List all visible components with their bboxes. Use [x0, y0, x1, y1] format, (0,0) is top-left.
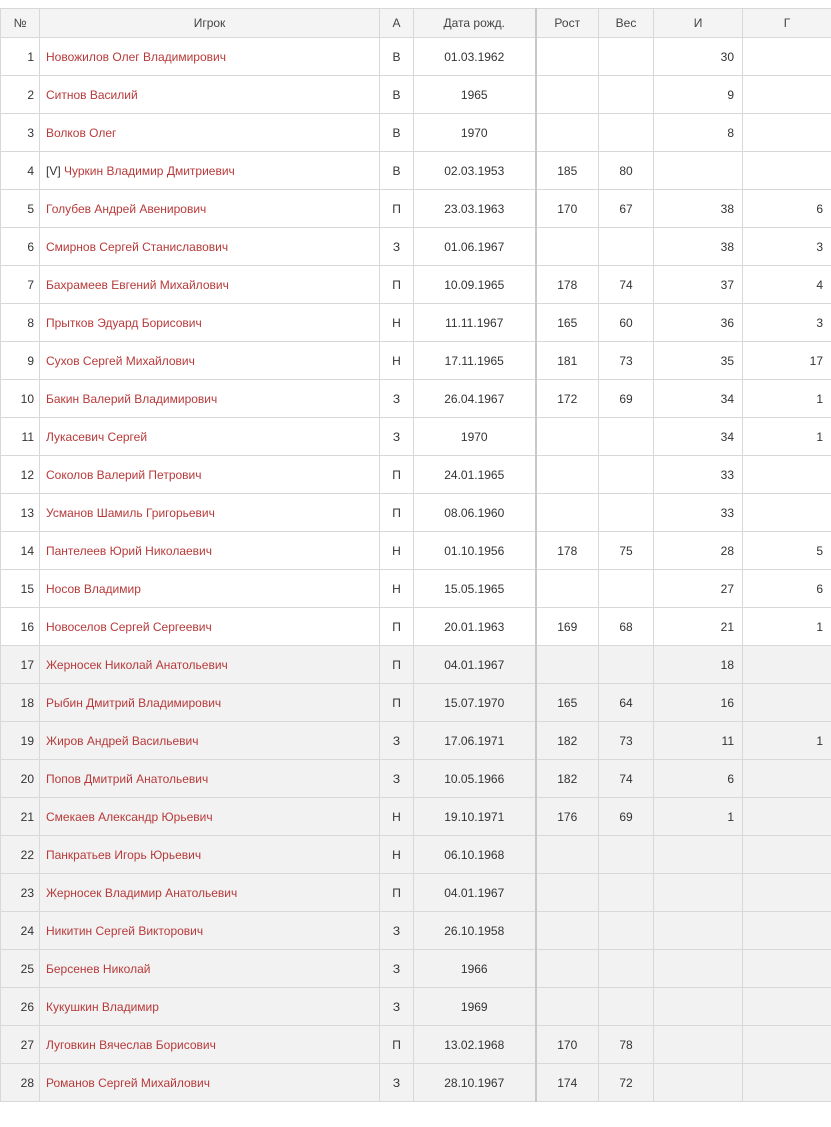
position-cell: В — [380, 38, 414, 76]
table-row — [1, 570, 831, 608]
row-number: 6 — [1, 228, 40, 266]
player-name-link[interactable]: Никитин Сергей Викторович — [46, 924, 203, 938]
height-cell: 176 — [536, 798, 599, 836]
weight-cell — [599, 114, 654, 152]
games-cell: 36 — [654, 304, 743, 342]
birthdate-cell: 15.05.1965 — [414, 570, 536, 608]
weight-cell — [599, 76, 654, 114]
height-cell — [536, 114, 599, 152]
height-cell: 182 — [536, 760, 599, 798]
games-cell: 33 — [654, 494, 743, 532]
col-header-weight[interactable]: Вес — [599, 9, 654, 38]
player-name-link[interactable]: Усманов Шамиль Григорьевич — [46, 506, 215, 520]
birthdate-cell: 04.01.1967 — [414, 874, 536, 912]
row-number: 5 — [1, 190, 40, 228]
player-cell — [40, 912, 380, 950]
table-row — [1, 304, 831, 342]
player-name-link[interactable]: Бакин Валерий Владимирович — [46, 392, 217, 406]
goals-cell: 6 — [743, 570, 831, 608]
games-cell: 8 — [654, 114, 743, 152]
height-cell — [536, 38, 599, 76]
row-number: 9 — [1, 342, 40, 380]
player-cell — [40, 456, 380, 494]
table-row — [1, 266, 831, 304]
table-row — [1, 760, 831, 798]
position-cell: Н — [380, 836, 414, 874]
goals-cell: 6 — [743, 190, 831, 228]
player-cell — [40, 152, 380, 190]
row-number: 15 — [1, 570, 40, 608]
player-cell — [40, 570, 380, 608]
goals-cell — [743, 646, 831, 684]
table-row — [1, 494, 831, 532]
weight-cell: 74 — [599, 760, 654, 798]
player-cell — [40, 836, 380, 874]
height-cell — [536, 874, 599, 912]
position-cell: П — [380, 608, 414, 646]
row-number: 25 — [1, 950, 40, 988]
height-cell: 170 — [536, 1026, 599, 1064]
weight-cell — [599, 836, 654, 874]
player-name-link[interactable]: Сухов Сергей Михайлович — [46, 354, 195, 368]
height-cell — [536, 228, 599, 266]
birthdate-cell: 08.06.1960 — [414, 494, 536, 532]
table-row — [1, 684, 831, 722]
player-cell — [40, 646, 380, 684]
position-cell: В — [380, 114, 414, 152]
goals-cell: 3 — [743, 304, 831, 342]
player-name-link[interactable]: Соколов Валерий Петрович — [46, 468, 202, 482]
height-cell: 178 — [536, 532, 599, 570]
birthdate-cell: 1969 — [414, 988, 536, 1026]
player-name-link[interactable]: Пантелеев Юрий Николаевич — [46, 544, 212, 558]
position-cell: З — [380, 950, 414, 988]
weight-cell — [599, 456, 654, 494]
position-cell: В — [380, 76, 414, 114]
player-cell — [40, 874, 380, 912]
table-row — [1, 836, 831, 874]
col-header-goals[interactable]: Г — [743, 9, 831, 38]
position-cell: В — [380, 152, 414, 190]
games-cell: 16 — [654, 684, 743, 722]
games-cell: 33 — [654, 456, 743, 494]
row-number: 19 — [1, 722, 40, 760]
row-number: 10 — [1, 380, 40, 418]
col-header-position[interactable]: А — [380, 9, 414, 38]
row-number: 23 — [1, 874, 40, 912]
player-name-link[interactable]: Кукушкин Владимир — [46, 1000, 159, 1014]
player-name-link[interactable]: Смирнов Сергей Станиславович — [46, 240, 228, 254]
col-header-games[interactable]: И — [654, 9, 743, 38]
player-cell — [40, 1064, 380, 1102]
height-cell: 170 — [536, 190, 599, 228]
weight-cell — [599, 950, 654, 988]
position-cell: З — [380, 228, 414, 266]
games-cell: 6 — [654, 760, 743, 798]
player-name-link[interactable]: Прытков Эдуард Борисович — [46, 316, 202, 330]
birthdate-cell: 24.01.1965 — [414, 456, 536, 494]
player-name-link[interactable]: Панкратьев Игорь Юрьевич — [46, 848, 201, 862]
row-number: 2 — [1, 76, 40, 114]
position-cell: З — [380, 760, 414, 798]
position-cell: П — [380, 874, 414, 912]
table-row — [1, 418, 831, 456]
goals-cell — [743, 684, 831, 722]
position-cell: П — [380, 646, 414, 684]
position-cell: З — [380, 380, 414, 418]
height-cell — [536, 456, 599, 494]
table-row — [1, 114, 831, 152]
row-number: 20 — [1, 760, 40, 798]
weight-cell — [599, 988, 654, 1026]
player-cell — [40, 190, 380, 228]
birthdate-cell: 23.03.1963 — [414, 190, 536, 228]
birthdate-cell: 15.07.1970 — [414, 684, 536, 722]
table-row — [1, 1026, 831, 1064]
table-body — [1, 38, 831, 1102]
games-cell: 38 — [654, 190, 743, 228]
birthdate-cell: 02.03.1953 — [414, 152, 536, 190]
player-cell — [40, 304, 380, 342]
table-row — [1, 152, 831, 190]
games-cell: 11 — [654, 722, 743, 760]
player-name-link[interactable]: Лукасевич Сергей — [46, 430, 147, 444]
player-cell — [40, 532, 380, 570]
games-cell: 21 — [654, 608, 743, 646]
height-cell — [536, 418, 599, 456]
player-cell — [40, 494, 380, 532]
position-cell: Н — [380, 304, 414, 342]
position-cell: П — [380, 684, 414, 722]
goals-cell — [743, 874, 831, 912]
weight-cell: 68 — [599, 608, 654, 646]
player-cell — [40, 798, 380, 836]
games-cell: 37 — [654, 266, 743, 304]
weight-cell: 60 — [599, 304, 654, 342]
birthdate-cell: 1966 — [414, 950, 536, 988]
table-row — [1, 1064, 831, 1102]
goals-cell — [743, 760, 831, 798]
table-row — [1, 38, 831, 76]
birthdate-cell: 10.09.1965 — [414, 266, 536, 304]
players-table — [0, 8, 831, 1102]
row-number: 18 — [1, 684, 40, 722]
col-header-height[interactable]: Рост — [536, 9, 599, 38]
birthdate-cell: 1970 — [414, 114, 536, 152]
row-number: 13 — [1, 494, 40, 532]
games-cell: 38 — [654, 228, 743, 266]
goals-cell: 3 — [743, 228, 831, 266]
table-row — [1, 190, 831, 228]
games-cell: 28 — [654, 532, 743, 570]
weight-cell — [599, 494, 654, 532]
row-number: 21 — [1, 798, 40, 836]
games-cell — [654, 836, 743, 874]
birthdate-cell: 17.06.1971 — [414, 722, 536, 760]
position-cell: Н — [380, 798, 414, 836]
player-name-link[interactable]: Жерносек Николай Анатольевич — [46, 658, 228, 672]
weight-cell: 69 — [599, 380, 654, 418]
birthdate-cell: 10.05.1966 — [414, 760, 536, 798]
player-name-link[interactable]: Смекаев Александр Юрьевич — [46, 810, 213, 824]
height-cell: 172 — [536, 380, 599, 418]
player-cell — [40, 950, 380, 988]
height-cell — [536, 76, 599, 114]
birthdate-cell: 19.10.1971 — [414, 798, 536, 836]
player-name-link[interactable]: Романов Сергей Михайлович — [46, 1076, 210, 1090]
height-cell: 178 — [536, 266, 599, 304]
games-cell — [654, 988, 743, 1026]
birthdate-cell: 01.06.1967 — [414, 228, 536, 266]
goals-cell: 17 — [743, 342, 831, 380]
row-number: 12 — [1, 456, 40, 494]
games-cell: 9 — [654, 76, 743, 114]
table-row — [1, 608, 831, 646]
weight-cell — [599, 646, 654, 684]
birthdate-cell: 1965 — [414, 76, 536, 114]
table-row — [1, 76, 831, 114]
position-cell: З — [380, 1064, 414, 1102]
row-number: 3 — [1, 114, 40, 152]
height-cell: 181 — [536, 342, 599, 380]
weight-cell — [599, 418, 654, 456]
height-cell — [536, 494, 599, 532]
birthdate-cell: 01.03.1962 — [414, 38, 536, 76]
birthdate-cell: 01.10.1956 — [414, 532, 536, 570]
weight-cell: 67 — [599, 190, 654, 228]
player-cell — [40, 380, 380, 418]
weight-cell — [599, 874, 654, 912]
player-cell — [40, 76, 380, 114]
row-number: 11 — [1, 418, 40, 456]
weight-cell: 72 — [599, 1064, 654, 1102]
player-cell — [40, 418, 380, 456]
table-row — [1, 950, 831, 988]
games-cell: 34 — [654, 418, 743, 456]
height-cell — [536, 570, 599, 608]
goals-cell — [743, 38, 831, 76]
col-header-number[interactable]: № — [1, 9, 40, 38]
height-cell: 165 — [536, 304, 599, 342]
table-row — [1, 722, 831, 760]
weight-cell — [599, 912, 654, 950]
row-number: 16 — [1, 608, 40, 646]
player-name-link[interactable]: Носов Владимир — [46, 582, 141, 596]
row-number: 28 — [1, 1064, 40, 1102]
player-name-link[interactable]: Попов Дмитрий Анатольевич — [46, 772, 208, 786]
row-number: 8 — [1, 304, 40, 342]
player-cell — [40, 760, 380, 798]
birthdate-cell: 20.01.1963 — [414, 608, 536, 646]
player-cell — [40, 684, 380, 722]
weight-cell: 69 — [599, 798, 654, 836]
weight-cell: 80 — [599, 152, 654, 190]
height-cell: 165 — [536, 684, 599, 722]
height-cell: 174 — [536, 1064, 599, 1102]
player-name-link[interactable]: Чуркин Владимир Дмитриевич — [64, 164, 235, 178]
games-cell — [654, 874, 743, 912]
goals-cell — [743, 836, 831, 874]
player-name-link[interactable]: Новожилов Олег Владимирович — [46, 50, 226, 64]
player-name-link[interactable]: Берсенев Николай — [46, 962, 150, 976]
goals-cell — [743, 494, 831, 532]
table-row — [1, 380, 831, 418]
player-cell — [40, 114, 380, 152]
weight-cell — [599, 228, 654, 266]
weight-cell: 73 — [599, 722, 654, 760]
player-cell — [40, 266, 380, 304]
goals-cell — [743, 1064, 831, 1102]
table-row — [1, 228, 831, 266]
row-number: 4 — [1, 152, 40, 190]
height-cell: 185 — [536, 152, 599, 190]
goals-cell: 1 — [743, 418, 831, 456]
row-number: 17 — [1, 646, 40, 684]
goals-cell — [743, 912, 831, 950]
row-number: 7 — [1, 266, 40, 304]
col-header-birthdate[interactable]: Дата рожд. — [414, 9, 536, 38]
goals-cell: 1 — [743, 380, 831, 418]
position-cell: П — [380, 456, 414, 494]
goals-cell — [743, 950, 831, 988]
birthdate-cell: 13.02.1968 — [414, 1026, 536, 1064]
height-cell — [536, 912, 599, 950]
birthdate-cell: 06.10.1968 — [414, 836, 536, 874]
goals-cell: 5 — [743, 532, 831, 570]
player-name-link[interactable]: Новоселов Сергей Сергеевич — [46, 620, 212, 634]
weight-cell: 64 — [599, 684, 654, 722]
position-cell: Н — [380, 532, 414, 570]
goals-cell — [743, 1026, 831, 1064]
table-row — [1, 874, 831, 912]
games-cell: 27 — [654, 570, 743, 608]
player-cell — [40, 38, 380, 76]
player-cell — [40, 608, 380, 646]
position-cell: П — [380, 1026, 414, 1064]
height-cell — [536, 836, 599, 874]
position-cell: Н — [380, 342, 414, 380]
player-name-link[interactable]: Жерносек Владимир Анатольевич — [46, 886, 237, 900]
row-number: 1 — [1, 38, 40, 76]
row-number: 26 — [1, 988, 40, 1026]
position-cell: З — [380, 418, 414, 456]
player-cell — [40, 228, 380, 266]
player-prefix: [V] — [46, 164, 64, 178]
games-cell: 35 — [654, 342, 743, 380]
position-cell: З — [380, 988, 414, 1026]
weight-cell — [599, 570, 654, 608]
row-number: 27 — [1, 1026, 40, 1064]
birthdate-cell: 04.01.1967 — [414, 646, 536, 684]
player-cell — [40, 342, 380, 380]
position-cell: Н — [380, 570, 414, 608]
player-name-link[interactable]: Ситнов Василий — [46, 88, 138, 102]
position-cell: З — [380, 912, 414, 950]
goals-cell — [743, 76, 831, 114]
position-cell: З — [380, 722, 414, 760]
player-name-link[interactable]: Голубев Андрей Авенирович — [46, 202, 206, 216]
height-cell — [536, 646, 599, 684]
height-cell: 169 — [536, 608, 599, 646]
games-cell — [654, 912, 743, 950]
table-row — [1, 342, 831, 380]
player-name-link[interactable]: Бахрамеев Евгений Михайлович — [46, 278, 229, 292]
row-number: 24 — [1, 912, 40, 950]
goals-cell — [743, 988, 831, 1026]
games-cell: 18 — [654, 646, 743, 684]
birthdate-cell: 17.11.1965 — [414, 342, 536, 380]
height-cell: 182 — [536, 722, 599, 760]
table-row — [1, 532, 831, 570]
position-cell: П — [380, 190, 414, 228]
birthdate-cell: 26.04.1967 — [414, 380, 536, 418]
goals-cell: 1 — [743, 608, 831, 646]
table-row — [1, 646, 831, 684]
height-cell — [536, 988, 599, 1026]
games-cell — [654, 1064, 743, 1102]
goals-cell — [743, 114, 831, 152]
table-header-row — [1, 9, 831, 38]
games-cell: 30 — [654, 38, 743, 76]
goals-cell — [743, 798, 831, 836]
goals-cell: 4 — [743, 266, 831, 304]
player-name-link[interactable]: Луговкин Вячеслав Борисович — [46, 1038, 216, 1052]
birthdate-cell: 11.11.1967 — [414, 304, 536, 342]
goals-cell: 1 — [743, 722, 831, 760]
player-cell — [40, 1026, 380, 1064]
player-cell — [40, 722, 380, 760]
games-cell — [654, 1026, 743, 1064]
player-name-link[interactable]: Рыбин Дмитрий Владимирович — [46, 696, 221, 710]
goals-cell — [743, 152, 831, 190]
weight-cell: 74 — [599, 266, 654, 304]
player-name-link[interactable]: Волков Олег — [46, 126, 116, 140]
position-cell: П — [380, 494, 414, 532]
weight-cell: 73 — [599, 342, 654, 380]
table-row — [1, 988, 831, 1026]
weight-cell — [599, 38, 654, 76]
games-cell: 34 — [654, 380, 743, 418]
row-number: 22 — [1, 836, 40, 874]
table-row — [1, 456, 831, 494]
birthdate-cell: 1970 — [414, 418, 536, 456]
games-cell: 1 — [654, 798, 743, 836]
height-cell — [536, 950, 599, 988]
games-cell — [654, 950, 743, 988]
table-row — [1, 798, 831, 836]
games-cell — [654, 152, 743, 190]
table-row — [1, 912, 831, 950]
player-cell — [40, 988, 380, 1026]
weight-cell: 75 — [599, 532, 654, 570]
position-cell: П — [380, 266, 414, 304]
birthdate-cell: 26.10.1958 — [414, 912, 536, 950]
birthdate-cell: 28.10.1967 — [414, 1064, 536, 1102]
row-number: 14 — [1, 532, 40, 570]
player-name-link[interactable]: Жиров Андрей Васильевич — [46, 734, 199, 748]
goals-cell — [743, 456, 831, 494]
weight-cell: 78 — [599, 1026, 654, 1064]
col-header-player[interactable]: Игрок — [40, 9, 380, 38]
